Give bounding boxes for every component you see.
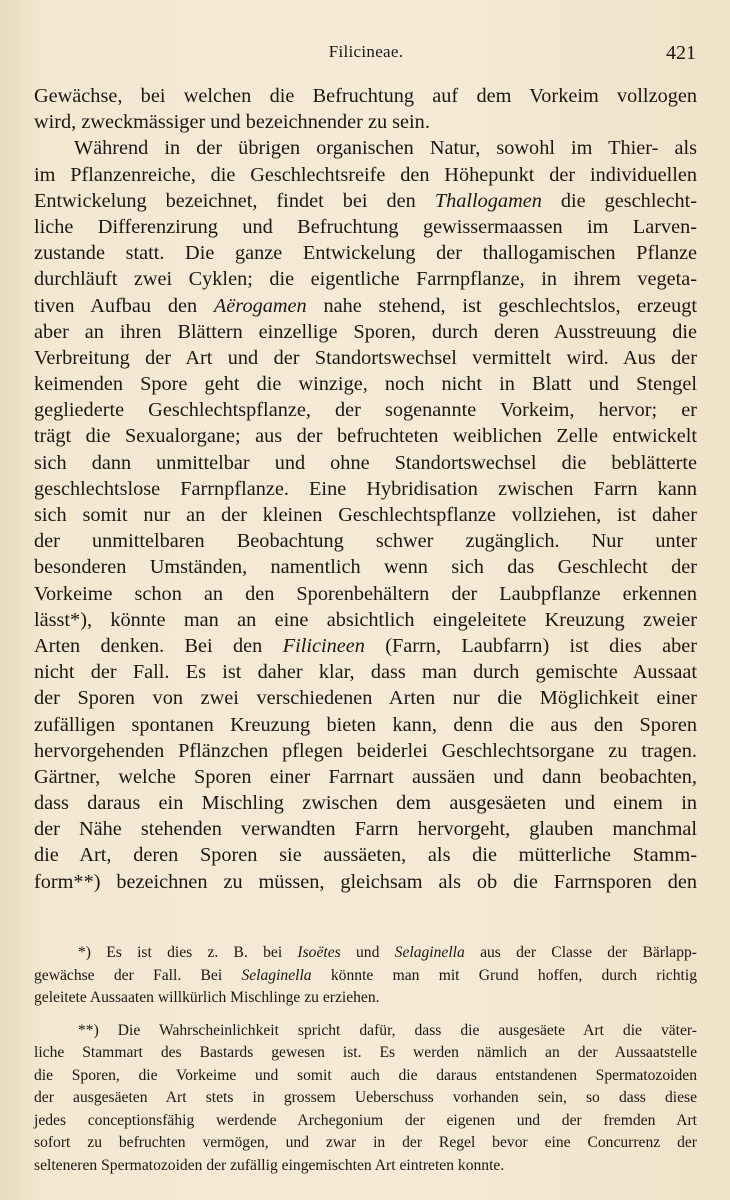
- body-line: form**) bezeichnen zu müssen, gleichsam als ob die Farrnsporen den: [34, 870, 697, 893]
- italic-term: Isoëtes: [297, 944, 341, 961]
- page-header: [36, 38, 696, 68]
- body-line: zufälligen spontanen Kreuzung bieten kann, denn die aus den Sporen: [34, 713, 697, 736]
- italic-term: Aërogamen: [213, 294, 307, 317]
- body-line: sich dann unmittelbar und ohne Standortswechsel die beblätterte: [34, 451, 697, 474]
- body-line: Verbreitung der Art und der Standortswechsel vermittelt wird. Aus der: [34, 346, 697, 369]
- body-line: geschlechtslose Farrnpflanze. Eine Hybridisation zwischen Farrn kann: [34, 477, 697, 500]
- page-number: 421: [666, 42, 696, 64]
- body-line: der Sporen von zwei verschiedenen Arten nur die Möglichkeit einer: [34, 687, 697, 710]
- footnote-2-line: sofort zu befruchten vermögen, und zwar in der Regel bevor eine Concurrenz der: [34, 1134, 697, 1151]
- body-line: Während in der übrigen organischen Natur, sowohl im Thier- als: [74, 137, 697, 160]
- body-line: Vorkeime schon an den Sporenbehältern der Laubpflanze erkennen: [34, 582, 697, 605]
- footnote-2-line: **) Die Wahrscheinlichkeit spricht dafür, dass die ausgesäete Art die väter-: [78, 1021, 697, 1039]
- italic-term: Selaginella: [394, 944, 465, 961]
- body-line: der unmittelbaren Beobachtung schwer zugänglich. Nur unter: [34, 530, 697, 553]
- body-line: nicht der Fall. Es ist daher klar, dass man durch gemischte Aussaat: [34, 661, 697, 684]
- body-line: zustande statt. Die ganze Entwickelung der thallogamischen Pflanze: [34, 242, 697, 265]
- body-text: [34, 83, 697, 895]
- footnote-1-line: *) Es ist dies z. B. bei Isoëtes und Selaginella aus der Classe der Bärlapp-: [78, 944, 697, 961]
- body-line: die Art, deren Sporen sie aussäeten, als die mütterliche Stamm-: [34, 844, 697, 867]
- body-line: der Nähe stehenden verwandten Farrn hervorgeht, glauben manchmal: [34, 818, 697, 841]
- body-line: keimenden Spore geht die winzige, noch nicht in Blatt und Stengel: [34, 373, 697, 396]
- body-line: liche Differenzirung und Befruchtung gewissermaassen im Larven-: [34, 215, 697, 238]
- italic-term: Thallogamen: [434, 189, 542, 212]
- footnotes: [34, 942, 697, 1177]
- body-line: besonderen Umständen, namentlich wenn sich das Geschlecht der: [34, 556, 697, 579]
- italic-term: Filicineen: [282, 634, 365, 657]
- body-line: durchläuft zwei Cyklen; die eigentliche Farrnpflanze, in ihrem vegeta-: [34, 268, 697, 291]
- italic-term: Selaginella: [241, 966, 312, 984]
- body-line: sich somit nur an der kleinen Geschlechtspflanze vollziehen, ist daher: [34, 504, 697, 526]
- footnote-2-line: der ausgesäeten Art stets in grossem Ueberschuss vorhanden sein, so dass diese: [34, 1089, 697, 1106]
- body-line: lässt*), könnte man an eine absichtlich eingeleitete Kreuzung zweier: [34, 608, 697, 631]
- footnote-2-line: selteneren Spermatozoiden der zufällig eingemischten Art eintreten konnte.: [34, 1156, 505, 1174]
- body-line: Arten denken. Bei den Filicineen (Farrn, Laubfarrn) ist dies aber: [34, 634, 697, 657]
- body-line: tiven Aufbau den Aërogamen nahe stehend, ist geschlechtslos, erzeugt: [34, 294, 697, 317]
- body-line: trägt die Sexualorgane; aus der befruchteten weiblichen Zelle entwickelt: [34, 425, 697, 448]
- body-line: hervorgehenden Pflänzchen pflegen beiderlei Geschlechtsorgane zu tragen.: [34, 739, 697, 762]
- body-line: Entwickelung bezeichnet, findet bei den Thallogamen die geschlecht-: [34, 189, 697, 212]
- body-line: Gewächse, bei welchen die Befruchtung auf dem Vorkeim vollzogen: [34, 85, 697, 107]
- body-line: gegliederte Geschlechtspflanze, der sogenannte Vorkeim, hervor; er: [34, 399, 697, 422]
- footnote-1-line: gewächse der Fall. Bei Selaginella könnte man mit Grund hoffen, durch richtig: [34, 966, 697, 984]
- body-line: Gärtner, welche Sporen einer Farrnart aussäen und dann beobachten,: [34, 765, 697, 788]
- footnote-2-line: jedes conceptionsfähig werdende Archegonium der eigenen und der fremden Art: [34, 1111, 697, 1129]
- body-line: im Pflanzenreiche, die Geschlechtsreife den Höhepunkt der individuellen: [34, 163, 697, 186]
- footnote-2-line: liche Stammart des Bastards gewesen ist. Es werden nämlich an der Aussaatstelle: [34, 1044, 697, 1061]
- footnote-2-line: die Sporen, die Vorkeime und somit auch die daraus entstandenen Spermatozoiden: [34, 1066, 697, 1084]
- body-line: dass daraus ein Mischling zwischen dem ausgesäeten und einem in: [34, 792, 697, 815]
- footnote-1-line: geleitete Aussaaten willkürlich Mischlinge zu erziehen.: [34, 989, 380, 1006]
- body-line: aber an ihren Blättern einzellige Sporen, durch deren Ausstreuung die: [34, 320, 697, 343]
- running-head: Filicineae.: [328, 42, 404, 61]
- body-line: wird, zweckmässiger und bezeichnender zu sein.: [34, 111, 430, 134]
